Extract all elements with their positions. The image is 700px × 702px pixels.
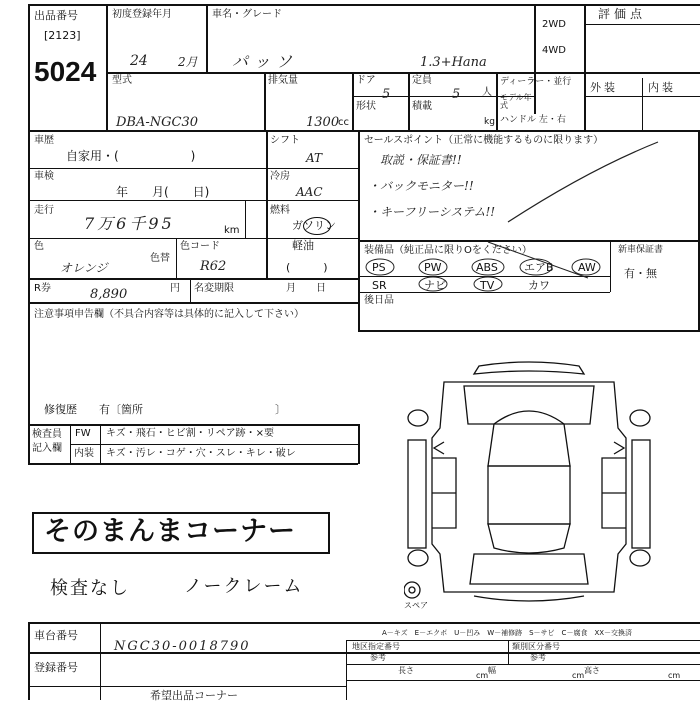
corner-title: そのまんまコーナー (44, 516, 296, 547)
fuel-other: ( ) (286, 261, 328, 274)
divider (106, 4, 108, 132)
divider (190, 278, 191, 302)
divider (70, 444, 358, 445)
sales-point-1: 取説・保証書!! (380, 153, 462, 167)
lot-number: 5024 (34, 56, 97, 87)
color-value: オレンジ (60, 261, 108, 275)
inspection-label: 車検 (34, 171, 54, 182)
left-border (28, 4, 30, 428)
inspection-value: 年 月( 日) (116, 185, 210, 199)
divider (508, 640, 509, 664)
lot-code: [2123] (44, 29, 81, 42)
fuel-diesel: 軽油 (292, 239, 314, 252)
eval-label: 評価点 (598, 7, 647, 21)
car-name-label: 車名・グレード (212, 9, 282, 20)
yen-unit: 円 (170, 283, 180, 294)
ac-value: AAC (296, 185, 323, 199)
grade-value: 1.3+Hana (420, 55, 487, 70)
divider (28, 686, 346, 687)
exterior-label: 外装 (590, 81, 618, 94)
model-year-label: モデル年式 (500, 93, 532, 110)
inspector-fw: FW (75, 428, 91, 439)
color-code-label: 色コード (180, 241, 220, 252)
right-border (698, 130, 700, 330)
cm-1: cm (476, 671, 489, 680)
color-label: 色 (34, 241, 44, 252)
fuel-gas: ガソリン (292, 219, 336, 232)
color-num-label: 色替 (150, 253, 170, 264)
equip-pw: PW (424, 261, 442, 274)
history-value: 自家用・( ) (66, 149, 196, 163)
equip-sr: SR (372, 279, 387, 292)
capacity-label: 定員 (412, 75, 432, 86)
recycle-value: 8,890 (90, 287, 128, 302)
interior-label: 内装 (648, 81, 676, 94)
fuel-gas-circle (303, 217, 331, 235)
car-name-value: パッソ (232, 52, 299, 71)
divider (346, 640, 347, 700)
repair-label: 修復歴 有〔箇所 〕 (44, 403, 286, 416)
sales-point-3: ・キーフリーシステム!! (368, 205, 496, 219)
inspector-label: 検査員記入欄 (32, 429, 62, 454)
divider (346, 680, 700, 681)
divider (28, 463, 358, 465)
divider (100, 622, 101, 700)
divider (496, 72, 498, 132)
divider (352, 72, 354, 132)
chassis-value: NGC30-0018790 (114, 639, 251, 654)
first-reg-label: 初度登録年月 (112, 9, 172, 20)
history-label: 車歴 (34, 135, 54, 146)
inspector-interior: 内装 (74, 448, 94, 459)
drive-4wd: 4WD (542, 45, 566, 56)
displacement-label: 排気量 (268, 75, 298, 86)
equip-ps: PS (372, 261, 386, 274)
top-border (28, 4, 700, 6)
divider (176, 238, 177, 278)
equipment-marks (358, 240, 610, 292)
equip-aw: AW (578, 261, 596, 274)
corner-no-claim: ノークレーム (184, 576, 304, 597)
inspector-interior-items: キズ・汚レ・コゲ・穴・スレ・キレ・破レ (106, 448, 296, 459)
fuel-label: 燃料 (270, 205, 290, 216)
lot-label: 出品番号 (34, 9, 78, 22)
kg-unit: kg (484, 117, 495, 127)
divider (358, 330, 700, 332)
divider (584, 4, 586, 130)
shift-value: AT (306, 151, 323, 165)
spare-label: スペア (404, 601, 428, 610)
chassis-label: 車台番号 (34, 629, 78, 642)
type-label: 型式 (112, 75, 132, 86)
first-reg-month: 2月 (178, 55, 198, 69)
car-diagram (404, 358, 654, 614)
shape-label: 形状 (356, 101, 376, 112)
notes-label: 注意事項申告欄（不具合内容等は具体的に記入して下さい） (34, 309, 304, 320)
doors-value: 5 (382, 87, 391, 102)
width-label: 幅 (488, 666, 496, 675)
footer-label: 希望出品コーナー (150, 689, 238, 702)
area-code-label: 地区指定番号 (352, 642, 400, 651)
color-code-value: R62 (200, 259, 227, 274)
cm-3: cm (668, 671, 681, 680)
doors-label: ドア (356, 75, 376, 86)
ac-label: 冷房 (270, 171, 290, 182)
damage-legend: A－キズ E－エクボ U－凹み W－補修跡 S－サビ C－腐食 XX－交換済 (382, 629, 633, 637)
capacity-unit: 人 (482, 87, 492, 98)
equipment-label: 装備品（純正品に限りOをください） (364, 245, 532, 256)
height-label: 高さ (584, 666, 600, 675)
ref-2: 参考 (530, 653, 546, 662)
divider (28, 424, 358, 426)
equip-tv: TV (480, 279, 495, 292)
equip-leather: カワ (528, 279, 550, 292)
divider (28, 424, 30, 464)
divider (108, 72, 700, 74)
divider (266, 130, 268, 278)
divider (346, 640, 700, 641)
class-code-label: 類別区分番号 (512, 642, 560, 651)
expiry-label: 名変期限 (194, 283, 234, 294)
divider (610, 240, 611, 292)
new-warranty-value: 有・無 (624, 267, 657, 280)
divider (264, 72, 266, 132)
capacity-value: 5 (452, 87, 461, 102)
equip-abs: ABS (476, 261, 498, 274)
handle-label: ハンドル 左・右 (500, 115, 566, 125)
divider (358, 424, 360, 464)
divider (358, 292, 610, 293)
corner-no-inspection: 検査なし (50, 578, 130, 599)
divider (245, 200, 246, 238)
reg-label: 登録番号 (34, 661, 78, 674)
sales-strike (358, 130, 698, 240)
mileage-label: 走行 (34, 205, 54, 216)
divider (408, 72, 410, 132)
type-value: DBA-NGC30 (116, 115, 199, 130)
divider (266, 168, 358, 169)
displacement-value: 1300 (306, 115, 340, 130)
km-unit: km (224, 225, 240, 236)
divider (28, 622, 700, 624)
inspector-fw-items: キズ・飛石・ヒビ割・リペア跡・×要 (106, 428, 274, 439)
drive-2wd: 2WD (542, 19, 566, 30)
recycle-label: R券 (34, 283, 51, 294)
new-warranty-label: 新車保証書 (618, 245, 664, 255)
load-label: 積載 (412, 101, 432, 112)
first-reg-year: 24 (130, 53, 148, 69)
divider (346, 664, 700, 665)
sales-label: セールスポイント（正常に機能するものに限ります） (364, 135, 604, 146)
equip-navi: ナビ (424, 279, 446, 292)
cc-unit: cc (338, 117, 349, 128)
ref-1: 参考 (370, 653, 386, 662)
divider (206, 4, 208, 72)
mileage-value: 7万6千95 (84, 214, 175, 233)
length-label: 長さ (398, 666, 414, 675)
equip-airbag: エアB (524, 261, 554, 274)
cm-2: cm (572, 671, 585, 680)
divider (28, 622, 30, 700)
divider (28, 302, 358, 304)
dealer-label: ディーラー・並行 (500, 77, 572, 87)
rear-label: 後日品 (364, 295, 394, 306)
divider (642, 78, 643, 130)
divider (266, 200, 358, 201)
shift-label: シフト (270, 135, 300, 146)
divider (28, 278, 358, 280)
sales-point-2: ・バックモニター!! (368, 179, 474, 193)
divider (534, 4, 536, 114)
divider (584, 24, 700, 25)
expiry-value: 月 日 (286, 283, 326, 294)
